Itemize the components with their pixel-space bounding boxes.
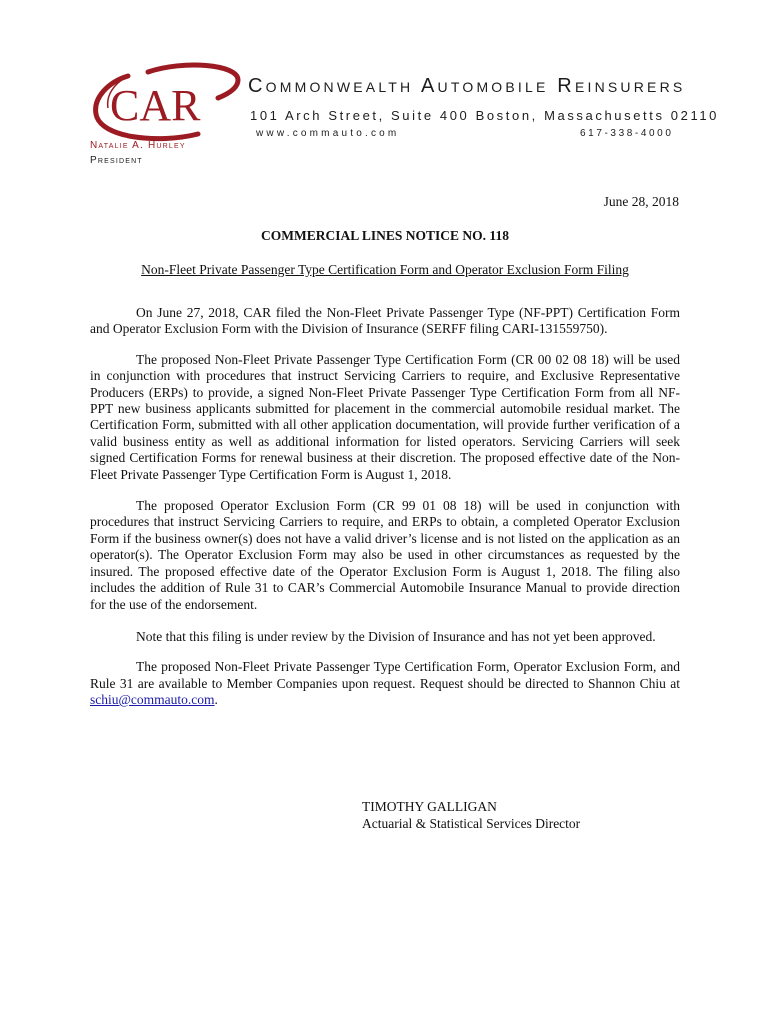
organization-website: www.commauto.com bbox=[256, 128, 400, 139]
logo-text: CAR bbox=[110, 81, 201, 130]
paragraph-availability bbox=[90, 659, 680, 708]
availability-end: . bbox=[214, 692, 218, 708]
car-logo-icon bbox=[88, 62, 248, 142]
signature-block bbox=[362, 798, 580, 832]
notice-subject: Non-Fleet Private Passenger Type Certification Form and Operator Exclusion Form Filing bbox=[141, 262, 629, 277]
paragraph-exclusion-form: The proposed Operator Exclusion Form (CR 99 01 08 18) will be used in conjunction with procedures that instruct Servicing Carriers to require, and ERPs to obtain, a completed Operator Exclusion Form if the business owner(s) does not have a valid driver’s license and is not listed on the application as an operator(s). The Operator Exclusion Form may also be used in other circumstances as requested by the insured. The proposed effective date of the Operator Exclusion Form is August 1, 2018. The filing also includes the addition of Rule 31 to CAR’s Commercial Automobile Insurance Manual to provide direction for the use of the endorsement. bbox=[90, 498, 680, 612]
organization-phone: 617-338-4000 bbox=[580, 128, 674, 139]
paragraph-filing: On June 27, 2018, CAR filed the Non-Fleet Private Passenger Type (NF-PPT) Certification Form and Operator Exclusion Form with the Division of Insurance (SERFF filing CARI-131559750). bbox=[90, 305, 680, 337]
availability-text: The proposed Non-Fleet Private Passenger Type Certification Form, Operator Exclusion Form, and Rule 31 are available to Member Companies upon request. Request should be directed to Shannon Chiu at bbox=[90, 659, 680, 691]
president-name: Natalie A. Hurley bbox=[90, 140, 186, 151]
organization-name: Commonwealth Automobile Reinsurers bbox=[248, 75, 686, 97]
letter-body bbox=[90, 305, 680, 721]
organization-address: 101 Arch Street, Suite 400 Boston, Massachusetts 02110 bbox=[250, 108, 719, 123]
signer-name: TIMOTHY GALLIGAN bbox=[362, 799, 497, 814]
president-title: President bbox=[90, 155, 143, 166]
letter-date: June 28, 2018 bbox=[603, 194, 679, 209]
notice-title: COMMERCIAL LINES NOTICE NO. 118 bbox=[261, 228, 509, 243]
contact-email-link[interactable]: schiu@commauto.com bbox=[90, 692, 215, 708]
paragraph-review-note: Note that this filing is under review by the Division of Insurance and has not yet been approved. bbox=[136, 628, 656, 644]
signer-title: Actuarial & Statistical Services Director bbox=[362, 816, 581, 831]
paragraph-certification-form: The proposed Non-Fleet Private Passenger Type Certification Form (CR 00 02 08 18) will be used in conjunction with procedures that instruct Servicing Carriers to require, and Exclusive Representative Producers (ERPs) to provide, a signed Non-Fleet Private Passenger Type Certification Form from all NF-PPT new business applicants submitted for placement in the commercial automobile residual market. The Certification Form, submitted with all other application documentation, will provide further verification of a valid business entity as well as additional information for listed operators. Servicing Carriers will seek signed Certification Forms for renewal business at their discretion. The proposed effective date of the Non-Fleet Private Passenger Type Certification Form is August 1, 2018. bbox=[90, 351, 680, 482]
